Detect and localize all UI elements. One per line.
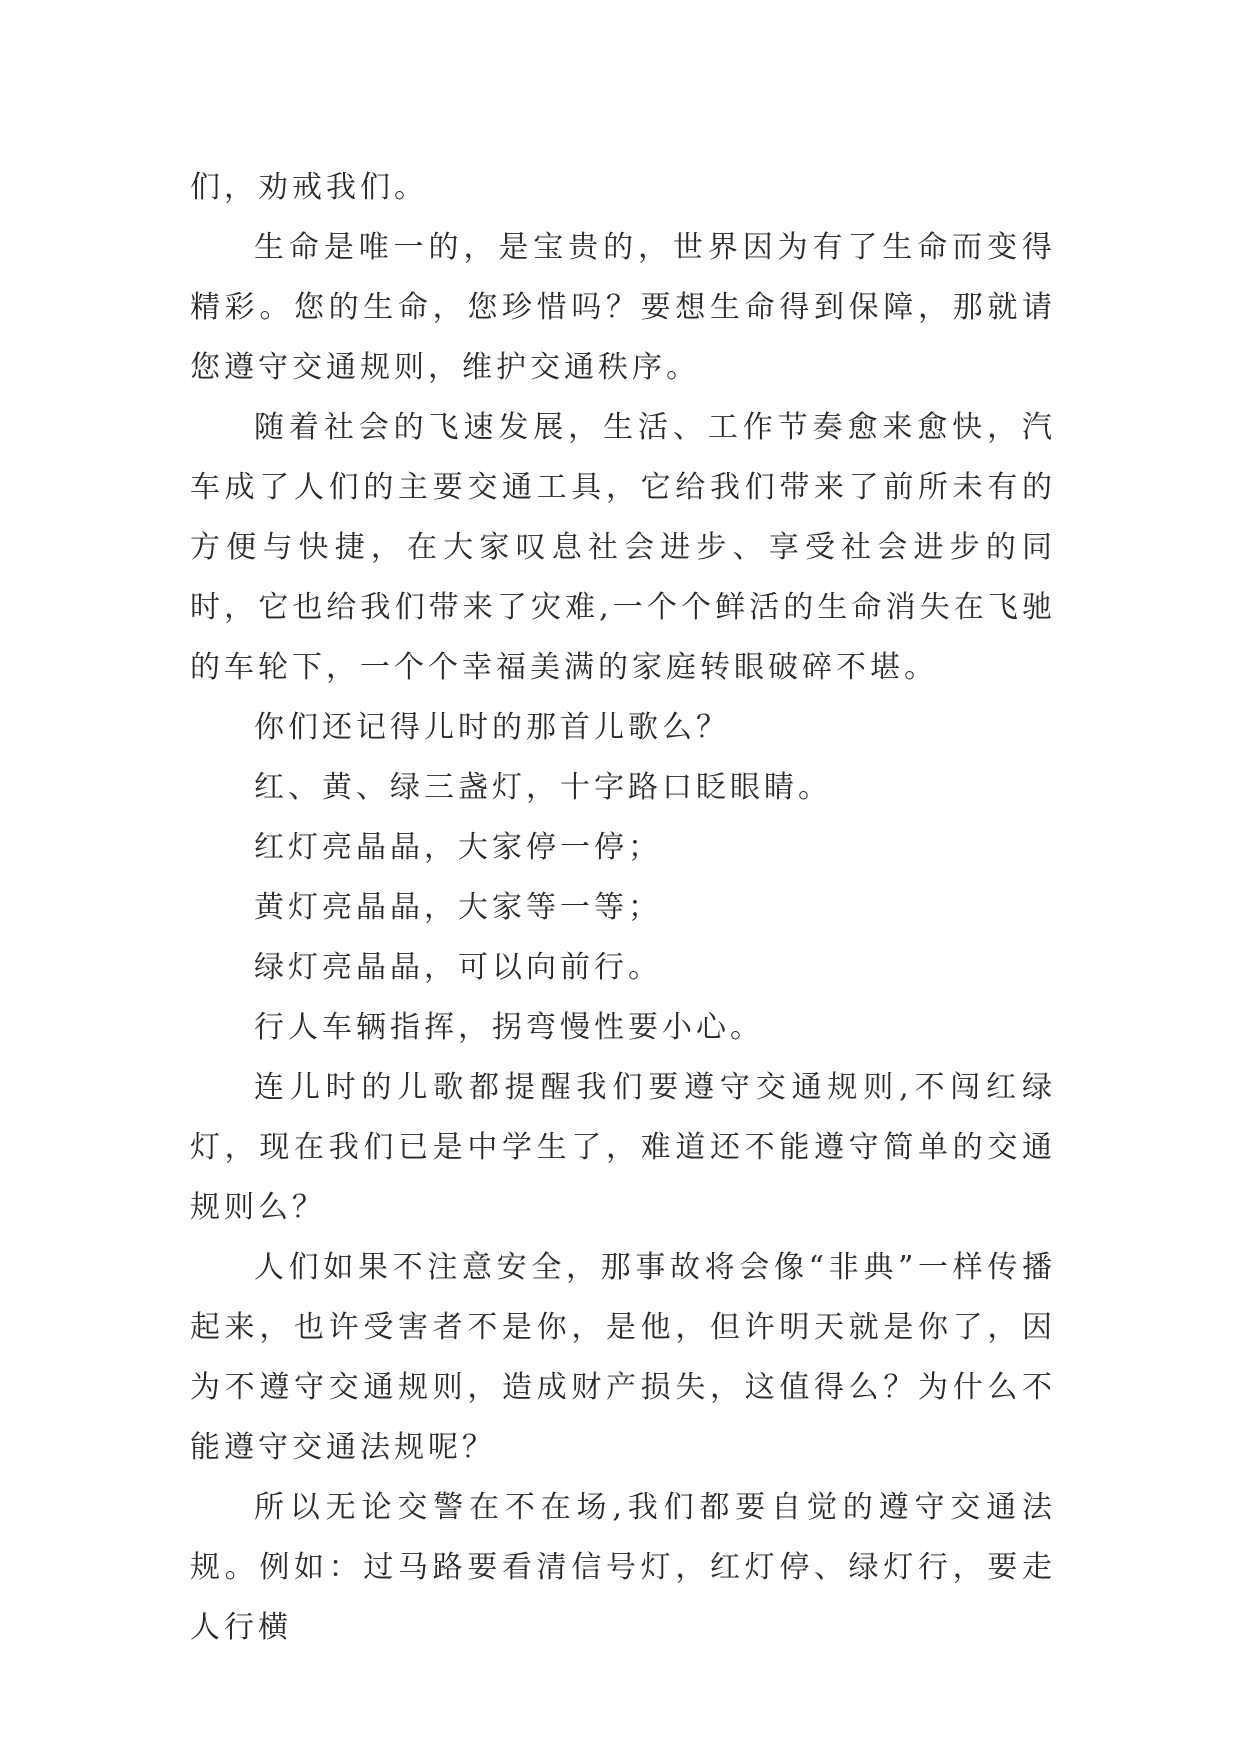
rhyme-line-1: 红、黄、绿三盏灯，十字路口眨眼睛。 (254, 770, 832, 805)
paragraph-rhyme-reminder: 连儿时的儿歌都提醒我们要遵守交通规则,不闯红绿灯，现在我们已是中学生了，难道还不能遵守简单的交通规则么？ (190, 1070, 1056, 1225)
paragraph-society-development: 随着社会的飞速发展，生活、工作节奏愈来愈快，汽车成了人们的主要交通工具，它给我们带来了前所未有的方便与快捷，在大家叹息社会进步、享受社会进步的同时，它也给我们带来了灾难,一个个鲜活的生命消失在飞驰的车轮下，一个个幸福美满的家庭转眼破碎不堪。 (190, 410, 1056, 685)
paragraph-continuation: 们，劝戒我们。 (190, 170, 428, 205)
paragraph-life-precious: 生命是唯一的，是宝贵的，世界因为有了生命而变得精彩。您的生命，您珍惜吗？要想生命得到保障，那就请您遵守交通规则，维护交通秩序。 (190, 230, 1056, 385)
document-body (190, 158, 1056, 1658)
rhyme-line-5: 行人车辆指挥，拐弯慢性要小心。 (254, 1010, 764, 1045)
paragraph-nursery-rhyme-question: 你们还记得儿时的那首儿歌么？ (254, 710, 730, 745)
rhyme-line-2: 红灯亮晶晶，大家停一停； (254, 830, 662, 865)
paragraph-obey-rules: 所以无论交警在不在场,我们都要自觉的遵守交通法规。例如：过马路要看清信号灯，红灯停、绿灯行，要走人行横 (190, 1490, 1056, 1645)
rhyme-line-3: 黄灯亮晶晶，大家等一等； (254, 890, 662, 925)
rhyme-line-4: 绿灯亮晶晶，可以向前行。 (254, 950, 662, 985)
paragraph-safety-warning: 人们如果不注意安全，那事故将会像“非典”一样传播起来，也许受害者不是你，是他，但许明天就是你了，因为不遵守交通规则，造成财产损失，这值得么？为什么不能遵守交通法规呢？ (190, 1250, 1056, 1465)
